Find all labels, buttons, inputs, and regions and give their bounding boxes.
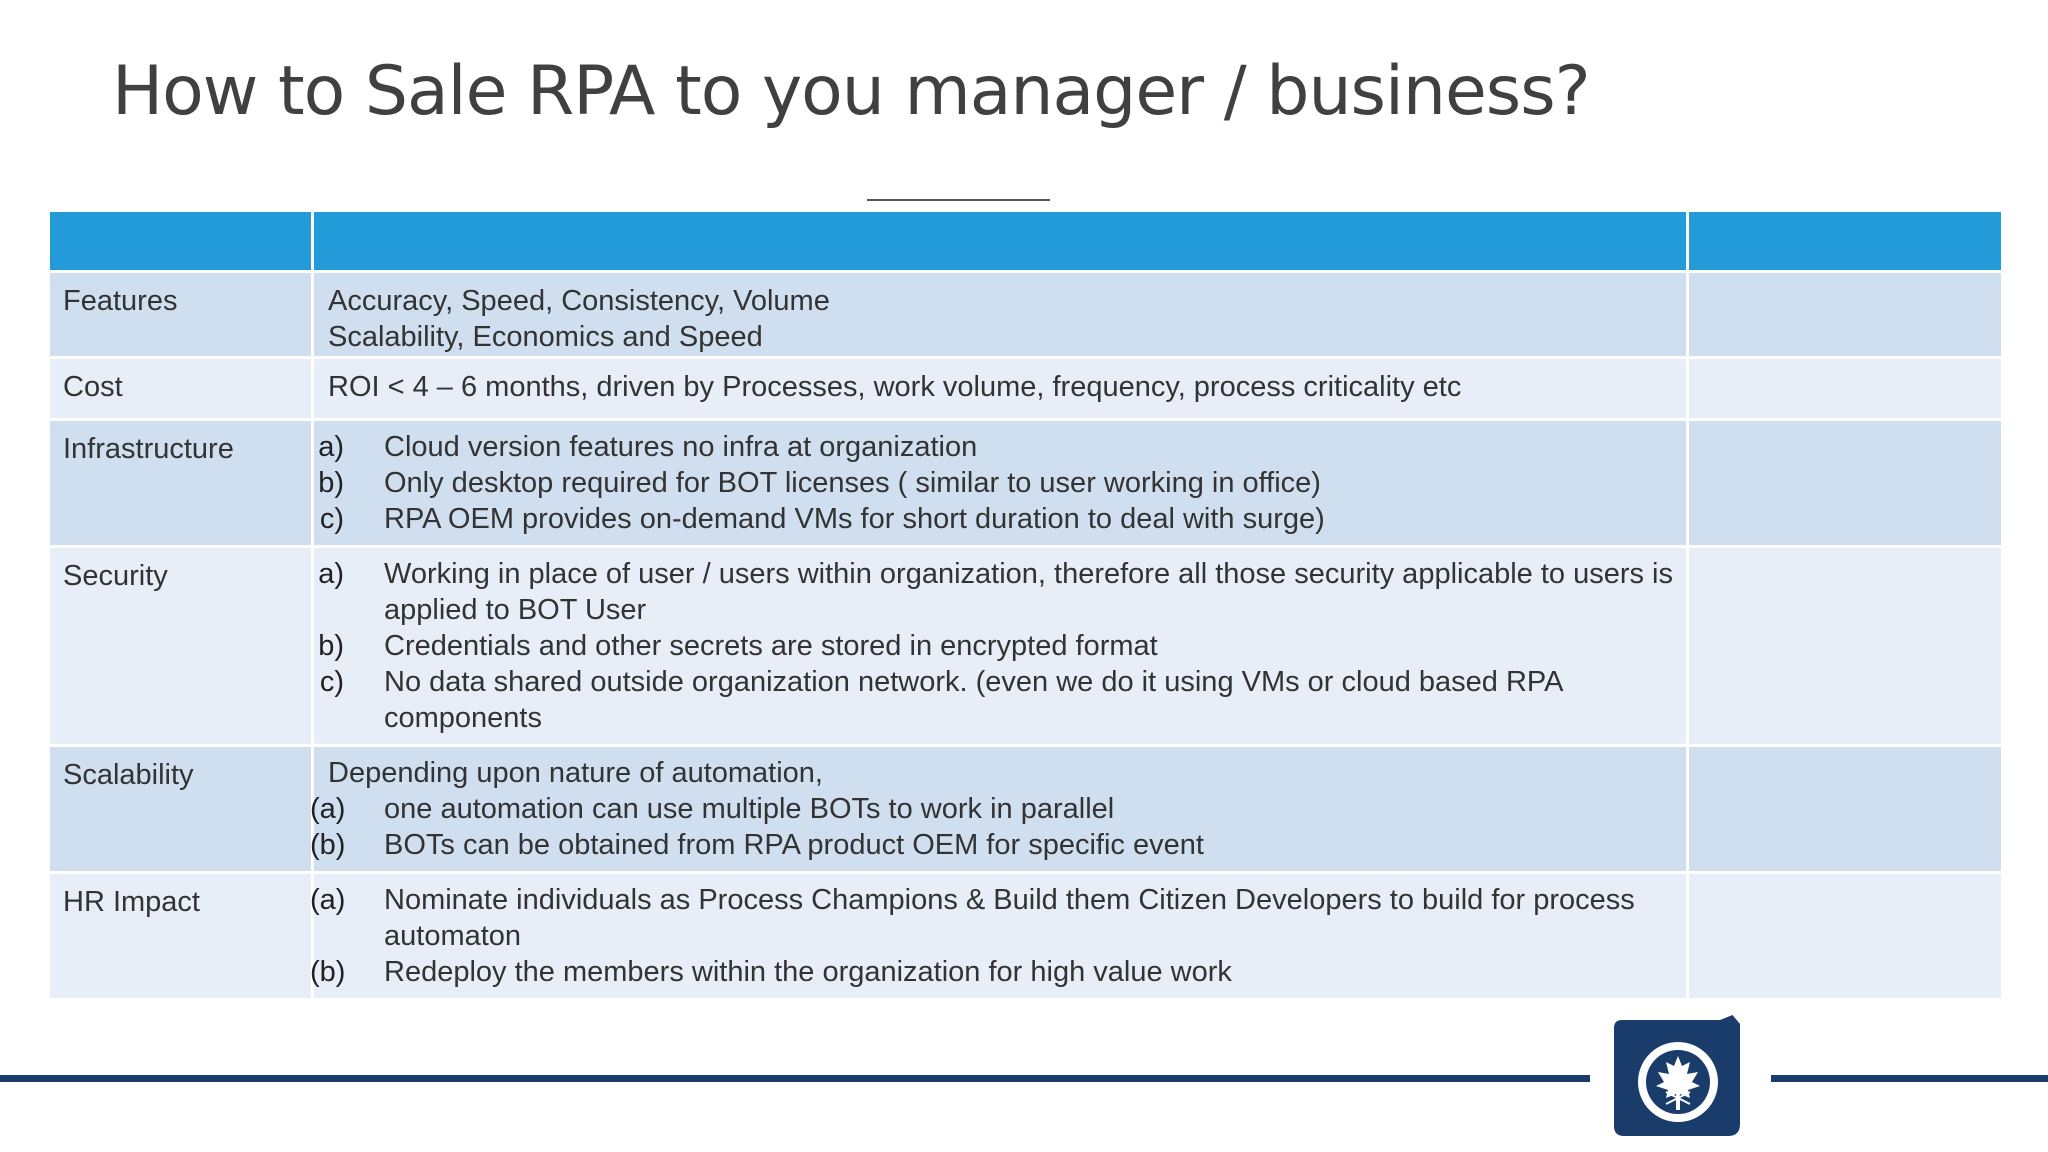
content-line: ROI < 4 – 6 months, driven by Processes, work volume, frequency, process criticality etc [328, 371, 1462, 403]
row-content [313, 420, 1688, 547]
bullet-list [310, 874, 1686, 998]
row-label: HR Impact [49, 873, 313, 1000]
bullet-list [310, 791, 1686, 871]
list-item-text: Credentials and other secrets are stored in encrypted format [384, 630, 1158, 662]
content-line: Scalability, Economics and Speed [328, 321, 763, 353]
row-label: Cost [49, 358, 313, 420]
intro-line: Depending upon nature of automation, [328, 757, 823, 789]
row-extra [1688, 873, 2003, 1000]
list-item [314, 429, 1686, 465]
slide-title: How to Sale RPA to you manager / business? [112, 52, 1590, 131]
list-item [314, 664, 1686, 736]
row-content [313, 272, 1688, 358]
list-marker: b) [318, 467, 344, 499]
table-row-features [49, 272, 2003, 358]
header-cell-main [313, 211, 1688, 272]
list-item-text: No data shared outside organization network. (even we do it using VMs or cloud based RPA components [384, 666, 1562, 734]
table-row-infrastructure [49, 420, 2003, 547]
list-item-text: Working in place of user / users within organization, therefore all those security applicable to users is applied to BOT User [384, 558, 1673, 626]
list-marker: (b) [310, 956, 346, 988]
list-item [314, 628, 1686, 664]
row-label: Infrastructure [49, 420, 313, 547]
list-item-text: Only desktop required for BOT licenses ( similar to user working in office) [384, 467, 1321, 499]
row-extra [1688, 420, 2003, 547]
list-item-text: one automation can use multiple BOTs to work in parallel [384, 793, 1115, 825]
title-underline [867, 199, 1050, 201]
row-extra [1688, 358, 2003, 420]
content-line: Accuracy, Speed, Consistency, Volume [328, 285, 830, 317]
table-row-scalability [49, 746, 2003, 873]
footer-band-right [1771, 1075, 2048, 1082]
list-marker: (a) [310, 884, 346, 916]
list-marker: (b) [310, 829, 346, 861]
row-extra [1688, 547, 2003, 746]
list-item-text: RPA OEM provides on-demand VMs for short duration to deal with surge) [384, 503, 1325, 535]
list-marker: (a) [310, 793, 346, 825]
list-item [310, 791, 1686, 827]
list-item-text: Nominate individuals as Process Champions & Build them Citizen Developers to build for process automaton [384, 884, 1635, 952]
list-item-text: BOTs can be obtained from RPA product OEM for specific event [384, 829, 1204, 861]
list-marker: b) [318, 630, 344, 662]
list-marker: c) [319, 503, 344, 535]
row-label: Security [49, 547, 313, 746]
list-item-text: Redeploy the members within the organization for high value work [384, 956, 1232, 988]
row-content [310, 873, 1688, 1000]
list-item [314, 556, 1686, 628]
list-item [314, 465, 1686, 501]
table-row-cost [49, 358, 2003, 420]
list-item-text: Cloud version features no infra at organization [384, 431, 978, 463]
logo-icon [1612, 1012, 1750, 1138]
footer-band-left [0, 1075, 1590, 1082]
table-row-security [49, 547, 2003, 746]
table-row-hr-impact [49, 873, 2003, 1000]
list-marker: a) [318, 431, 344, 463]
bullet-list [314, 548, 1686, 744]
row-label: Scalability [49, 746, 313, 873]
list-item [310, 882, 1686, 954]
header-cell-extra [1688, 211, 2003, 272]
list-marker: c) [319, 666, 344, 698]
maple-leaf-emblem-logo [1612, 1012, 1750, 1138]
list-marker: a) [318, 558, 344, 590]
row-content [313, 547, 1688, 746]
list-item [310, 827, 1686, 863]
list-item [310, 954, 1686, 990]
row-content [310, 746, 1688, 873]
row-extra [1688, 746, 2003, 873]
rpa-comparison-table [47, 209, 2004, 1001]
table-header-row [49, 211, 2003, 272]
row-label: Features [49, 272, 313, 358]
list-item [314, 501, 1686, 537]
row-extra [1688, 272, 2003, 358]
bullet-list [314, 421, 1686, 545]
row-content [313, 358, 1688, 420]
header-cell-label [49, 211, 313, 272]
